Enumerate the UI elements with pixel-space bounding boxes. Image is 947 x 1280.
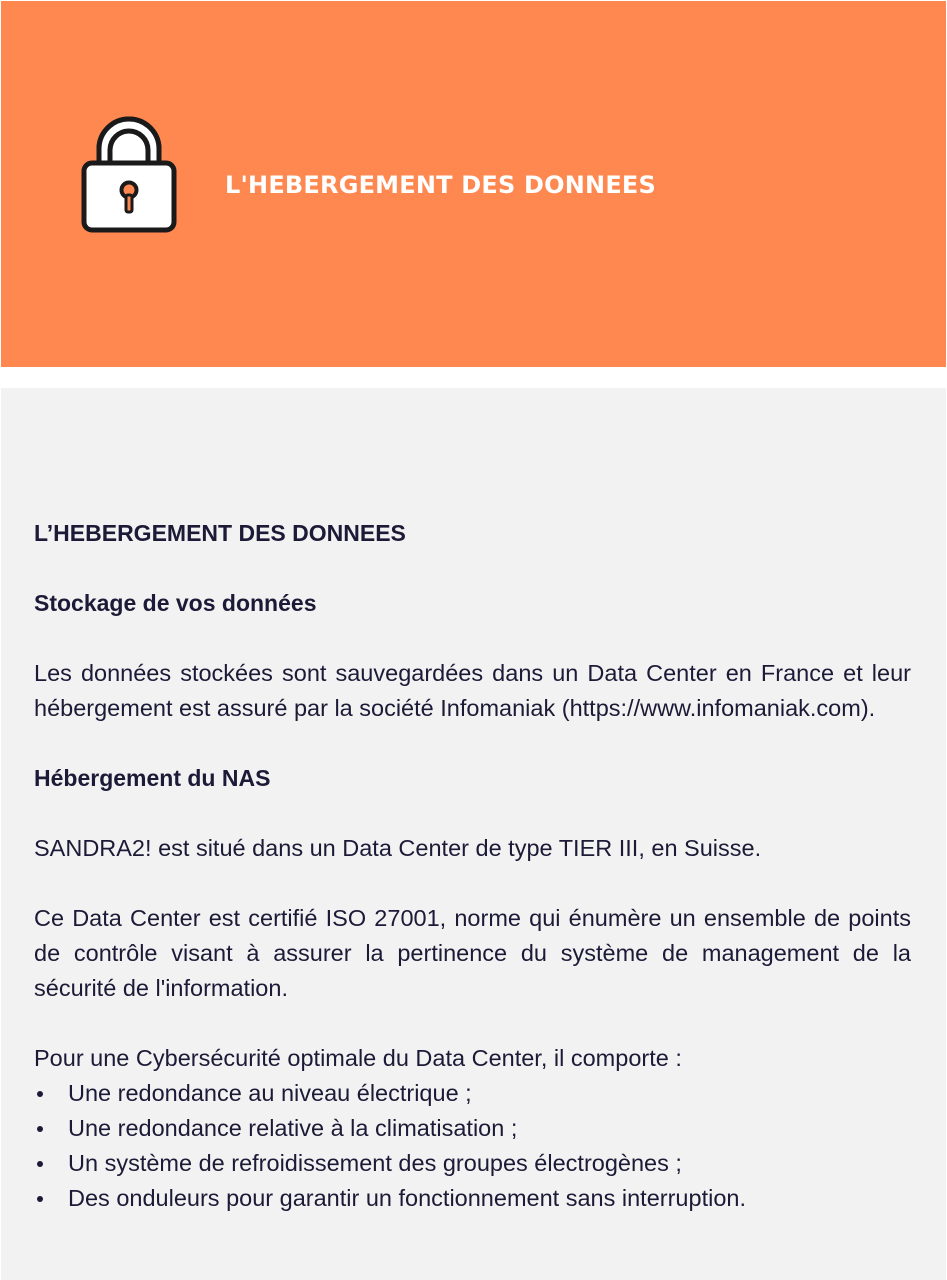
list-item: Une redondance au niveau électrique ; (34, 1076, 911, 1111)
lock-icon (81, 109, 177, 233)
nas-paragraph-location: SANDRA2! est situé dans un Data Center de type TIER III, en Suisse. (34, 835, 762, 861)
banner-title: L'HEBERGEMENT DES DONNEES (225, 171, 656, 199)
features-list (34, 1076, 911, 1216)
content-panel (1, 388, 946, 1280)
nas-paragraph-certification: Ce Data Center est certifié ISO 27001, norme qui énumère un ensemble de points de contrôle visant à assurer la pertinence du système de management de la sécurité de l'information. (34, 905, 911, 1001)
list-item: Une redondance relative à la climatisation ; (34, 1111, 911, 1146)
nas-heading: Hébergement du NAS (34, 765, 271, 791)
header-banner (1, 1, 946, 367)
list-item: Un système de refroidissement des groupes électrogènes ; (34, 1146, 911, 1181)
storage-heading: Stockage de vos données (34, 590, 317, 616)
list-intro: Pour une Cybersécurité optimale du Data Center, il comporte : (34, 1045, 682, 1071)
list-item: Des onduleurs pour garantir un fonctionnement sans interruption. (34, 1181, 911, 1216)
document-title: L’HEBERGEMENT DES DONNEES (34, 520, 406, 546)
document-body (34, 516, 911, 1216)
storage-paragraph: Les données stockées sont sauvegardées dans un Data Center en France et leur hébergement est assuré par la société Infomaniak (https://www.infomaniak.com). (34, 660, 911, 721)
